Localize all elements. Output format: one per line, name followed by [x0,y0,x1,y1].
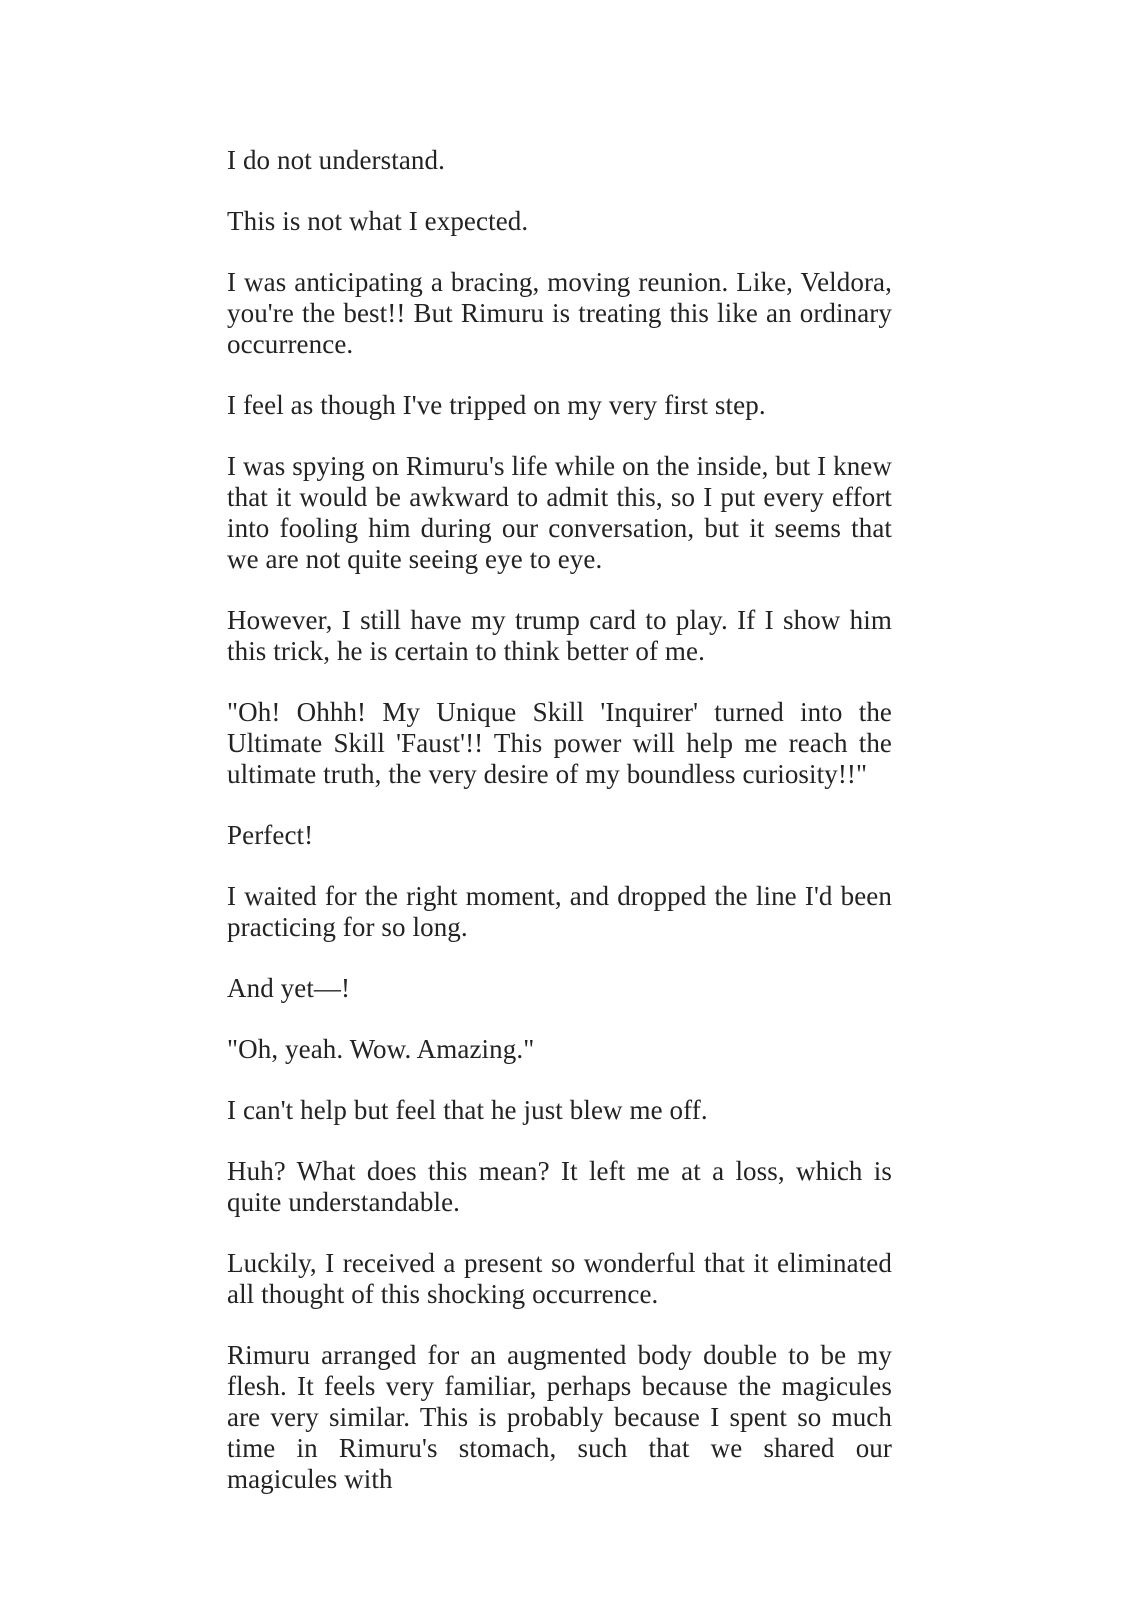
paragraph: Rimuru arranged for an augmented body double to be my flesh. It feels very familiar, perhaps because the magicules are very similar. This is probably because I spent so much time in Rimuru's stomach, such that we shared our magicules with [227,1340,892,1494]
paragraph: And yet—! [227,973,351,1003]
paragraph: Huh? What does this mean? It left me at a loss, which is quite understandable. [227,1156,892,1217]
paragraph: Perfect! [227,820,314,850]
paragraph: I was spying on Rimuru's life while on the inside, but I knew that it would be awkward to admit this, so I put every effort into fooling him during our conversation, but it seems that we are not quite seeing eye to eye. [227,451,892,574]
paragraph: "Oh, yeah. Wow. Amazing." [227,1034,535,1064]
paragraph: I can't help but feel that he just blew me off. [227,1095,708,1125]
paragraph: I do not understand. [227,145,445,175]
paragraph: However, I still have my trump card to play. If I show him this trick, he is certain to think better of me. [227,605,892,666]
paragraph: "Oh! Ohhh! My Unique Skill 'Inquirer' turned into the Ultimate Skill 'Faust'!! This power will help me reach the ultimate truth, the very desire of my boundless curiosity!!" [227,697,892,789]
paragraph: This is not what I expected. [227,206,529,236]
paragraph: I feel as though I've tripped on my very first step. [227,390,766,420]
paragraph: I was anticipating a bracing, moving reunion. Like, Veldora, you're the best!! But Rimuru is treating this like an ordinary occurrence. [227,267,892,359]
paragraph: I waited for the right moment, and dropped the line I'd been practicing for so long. [227,881,892,942]
body-text-column [227,145,892,1495]
paragraph: Luckily, I received a present so wonderful that it eliminated all thought of this shocking occurrence. [227,1248,892,1309]
